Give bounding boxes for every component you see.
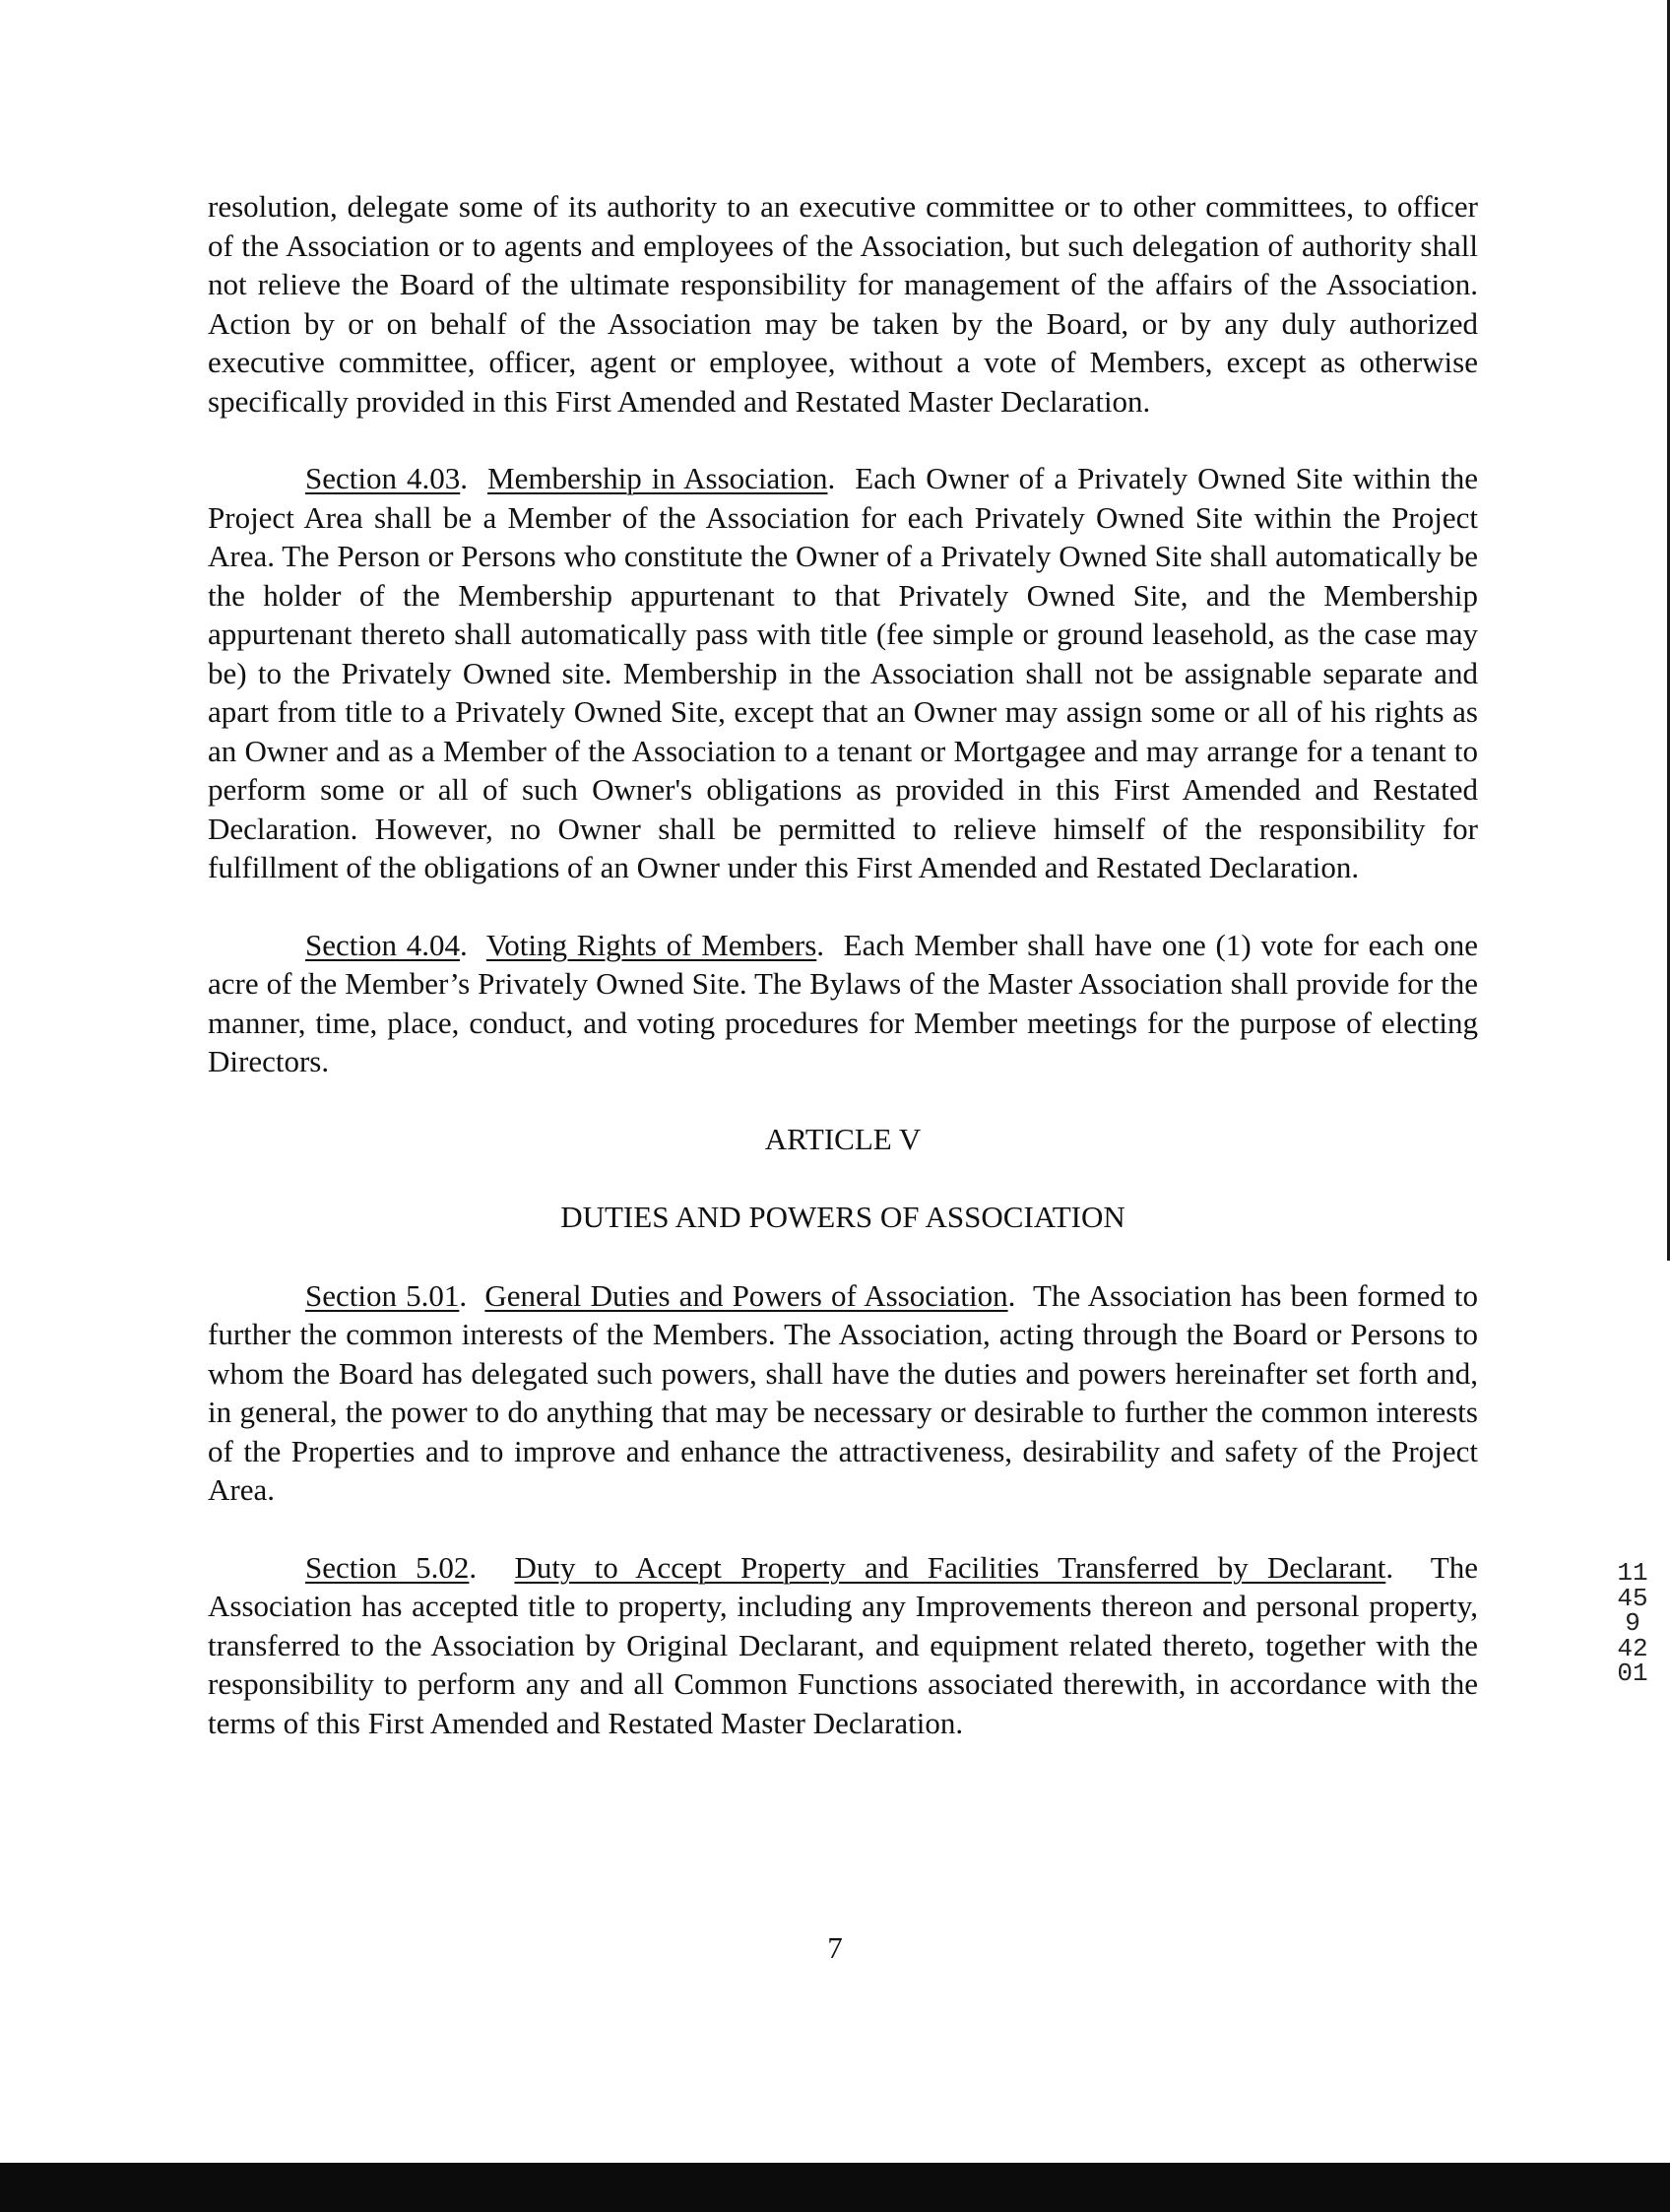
section-4-03-title: Membership in Association	[487, 461, 828, 495]
section-4-04-paragraph: Section 4.04. Voting Rights of Members. Each Member shall have one (1) vote for each one acre of the Member’s Privately Owned Site. The Bylaws of the Master Association shall provide for the manner, time, place, conduct, and voting procedures for Member meetings for the purpose of electing Directors.	[208, 927, 1478, 1078]
section-4-03-paragraph: Section 4.03. Membership in Association. Each Owner of a Privately Owned Site within the Project Area shall be a Member of the Association for each Privately Owned Site within the Project Area. The Person or Persons who constitute the Owner of a Privately Owned Site shall automatically be the holder of the Membership appurtenant to that Privately Owned Site, and the Membership appurtenant thereto shall automatically pass with title (fee simple or ground leasehold, as the case may be) to the Privately Owned site. Membership in the Association shall not be assignable separate and apart from title to a Privately Owned Site, except that an Owner may assign some or all of his rights as an Owner and as a Member of the Association to a tenant or Mortgagee and may arrange for a tenant to perform some or all of such Owner's obligations as provided in this First Amended and Restated Declaration. However, no Owner shall be permitted to relieve himself of the responsibility for fulfillment of the obligations of an Owner under this First Amended and Restated Declaration.	[208, 461, 1478, 884]
scan-bottom-band	[0, 2163, 1670, 2212]
article-label: ARTICLE V	[764, 1121, 922, 1156]
section-5-01-body: The Association has been formed to further the common interests of the Members. The Association, acting through the Board or Persons to whom the Board has delegated such powers, shall have the duties and powers hereinafter set forth and, in general, the power to do anything that may be necessary or desirable to further the common interests of the Properties and to improve and enhance the attractiveness, desirability and safety of the Project Area.	[208, 1277, 1478, 1507]
section-5-02-paragraph: Section 5.02. Duty to Accept Property and Facilities Transferred by Declarant. The Association has accepted title to property, including any Improvements thereon and personal property, transferred to the Association by Original Declarant, and equipment related thereto, together with the responsibility to perform any and all Common Functions associated therewith, in accordance with the terms of this First Amended and Restated Master Declaration.	[208, 1549, 1478, 1740]
section-4-03-body: Each Owner of a Privately Owned Site within the Project Area shall be a Member of the Association for each Privately Owned Site within the Project Area. The Person or Persons who constitute the Owner of a Privately Owned Site shall automatically be the holder of the Membership appurtenant to that Privately Owned Site, and the Membership appurtenant thereto shall automatically pass with title (fee simple or ground leasehold, as the case may be) to the Privately Owned site. Membership in the Association shall not be assignable separate and apart from title to a Privately Owned Site, except that an Owner may assign some or all of his rights as an Owner and as a Member of the Association to a tenant or Mortgagee and may arrange for a tenant to perform some or all of such Owner's obligations as provided in this First Amended and Restated Declaration. However, no Owner shall be permitted to relieve himself of the responsibility for fulfillment of the obligations of an Owner under this First Amended and Restated Declaration.	[208, 461, 1478, 884]
section-5-02-body: The Association has accepted title to property, including any Improvements thereon and personal property, transferred to the Association by Original Declarant, and equipment related thereto, together with the responsibility to perform any and all Common Functions associated therewith, in accordance with the terms of this First Amended and Restated Master Declaration.	[208, 1549, 1478, 1740]
document-body	[208, 187, 1478, 1781]
article-title: DUTIES AND POWERS OF ASSOCIATION	[560, 1200, 1125, 1234]
section-5-02-number: Section 5.02	[305, 1549, 470, 1585]
section-4-03-number: Section 4.03	[305, 461, 461, 495]
section-5-01-number: Section 5.01	[305, 1277, 460, 1313]
continuation-paragraph: resolution, delegate some of its authority to an executive committee or to other committees, to officer of the Association or to agents and employees of the Association, but such delegation of authority shall not relieve the Board of the ultimate responsibility for management of the affairs of the Association. Action by or on behalf of the Association may be taken by the Board, or by any duly authorized executive committee, officer, agent or employee, without a vote of Members, except as otherwise specifically provided in this First Amended and Restated Master Declaration.	[208, 189, 1478, 419]
page-number: 7	[827, 1930, 843, 1965]
section-4-04-title: Voting Rights of Members	[485, 927, 817, 962]
section-5-02-title: Duty to Accept Property and Facilities Transferred by Declarant	[514, 1549, 1386, 1585]
section-4-04-number: Section 4.04	[305, 927, 461, 962]
recording-stamp: 11459 4201	[1617, 1558, 1648, 1688]
section-4-04-body: Each Member shall have one (1) vote for each one acre of the Member’s Privately Owned Site. The Bylaws of the Master Association shall provide for the manner, time, place, conduct, and voting procedures for Member meetings for the purpose of electing Directors.	[208, 927, 1478, 1078]
section-5-01-paragraph: Section 5.01. General Duties and Powers of Association. The Association has been formed to further the common interests of the Members. The Association, acting through the Board or Persons to whom the Board has delegated such powers, shall have the duties and powers hereinafter set forth and, in general, the power to do anything that may be necessary or desirable to further the common interests of the Properties and to improve and enhance the attractiveness, desirability and safety of the Project Area.	[208, 1277, 1478, 1507]
section-5-01-title: General Duties and Powers of Association	[484, 1277, 1008, 1313]
